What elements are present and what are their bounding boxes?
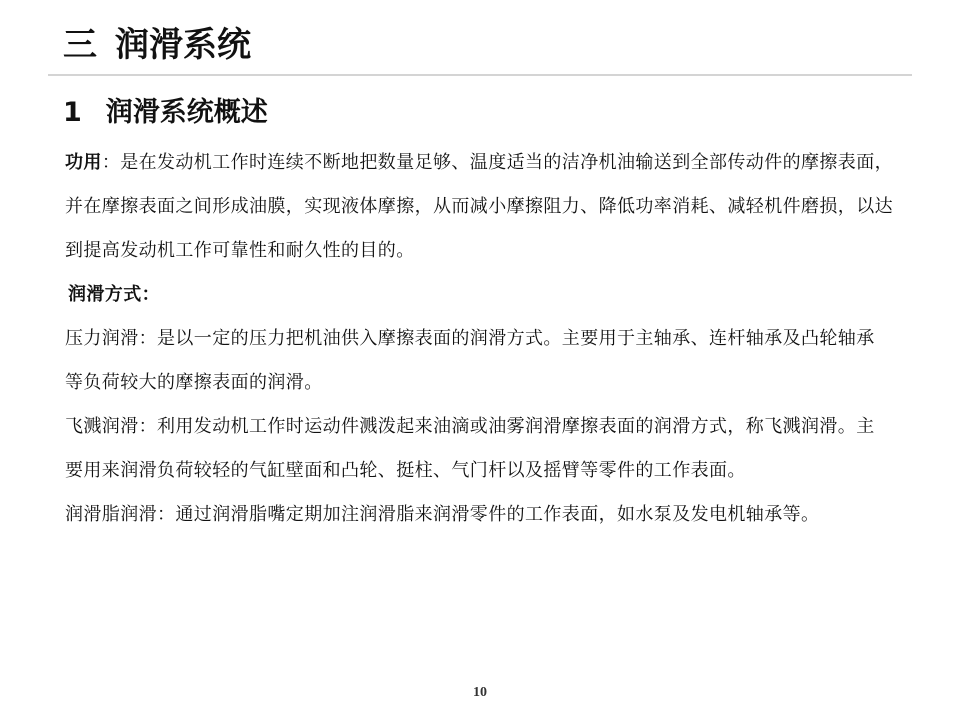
function-text: 到提高发动机工作可靠性和耐久性的目的。 (65, 240, 415, 261)
method-name-pressure: 压力润滑 (65, 328, 139, 349)
title-divider (48, 74, 912, 76)
method-text: 等负荷较大的摩擦表面的润滑。 (65, 372, 323, 393)
method-text: ：是以一定的压力把机油供入摩擦表面的润滑方式。主要用于主轴承、连杆轴承及凸轮轴承 (138, 328, 875, 349)
page-number: 10 (473, 685, 487, 700)
body-line-function-2 (65, 185, 925, 229)
section-text: 润滑系统概述 (105, 97, 268, 128)
title-number: 三 (63, 25, 97, 65)
method-text: ：通过润滑脂嘴定期加注润滑脂来润滑零件的工作表面，如水泵及发电机轴承等。 (157, 504, 820, 525)
slide-body (65, 141, 925, 537)
function-text: 并在摩擦表面之间形成油膜，实现液体摩擦，从而减小摩擦阻力、降低功率消耗、减轻机件磨损，以达 (65, 196, 893, 217)
body-line-pressure-1 (65, 317, 925, 361)
body-line-function-1 (65, 141, 925, 185)
body-line-pressure-2 (65, 361, 925, 405)
method-name-grease: 润滑脂润滑 (65, 504, 157, 525)
section-heading (63, 96, 268, 130)
slide-title (63, 24, 251, 66)
body-line-grease-1 (65, 493, 925, 537)
function-text: ：是在发动机工作时连续不断地把数量足够、温度适当的洁净机油输送到全部传动件的摩擦表面， (101, 152, 894, 173)
methods-heading: 润滑方式： (68, 284, 160, 305)
body-line-function-3 (65, 229, 925, 273)
body-line-splash-1 (65, 405, 925, 449)
function-label: 功用 (65, 152, 102, 173)
section-number: 1 (63, 97, 82, 128)
method-name-splash: 飞溅润滑 (65, 416, 139, 437)
body-line-splash-2 (65, 449, 925, 493)
title-text: 润滑系统 (115, 25, 251, 65)
method-text: ：利用发动机工作时运动件溅泼起来油滴或油雾润滑摩擦表面的润滑方式，称飞溅润滑。主 (138, 416, 875, 437)
method-text: 要用来润滑负荷较轻的气缸壁面和凸轮、挺柱、气门杆以及摇臂等零件的工作表面。 (65, 460, 746, 481)
